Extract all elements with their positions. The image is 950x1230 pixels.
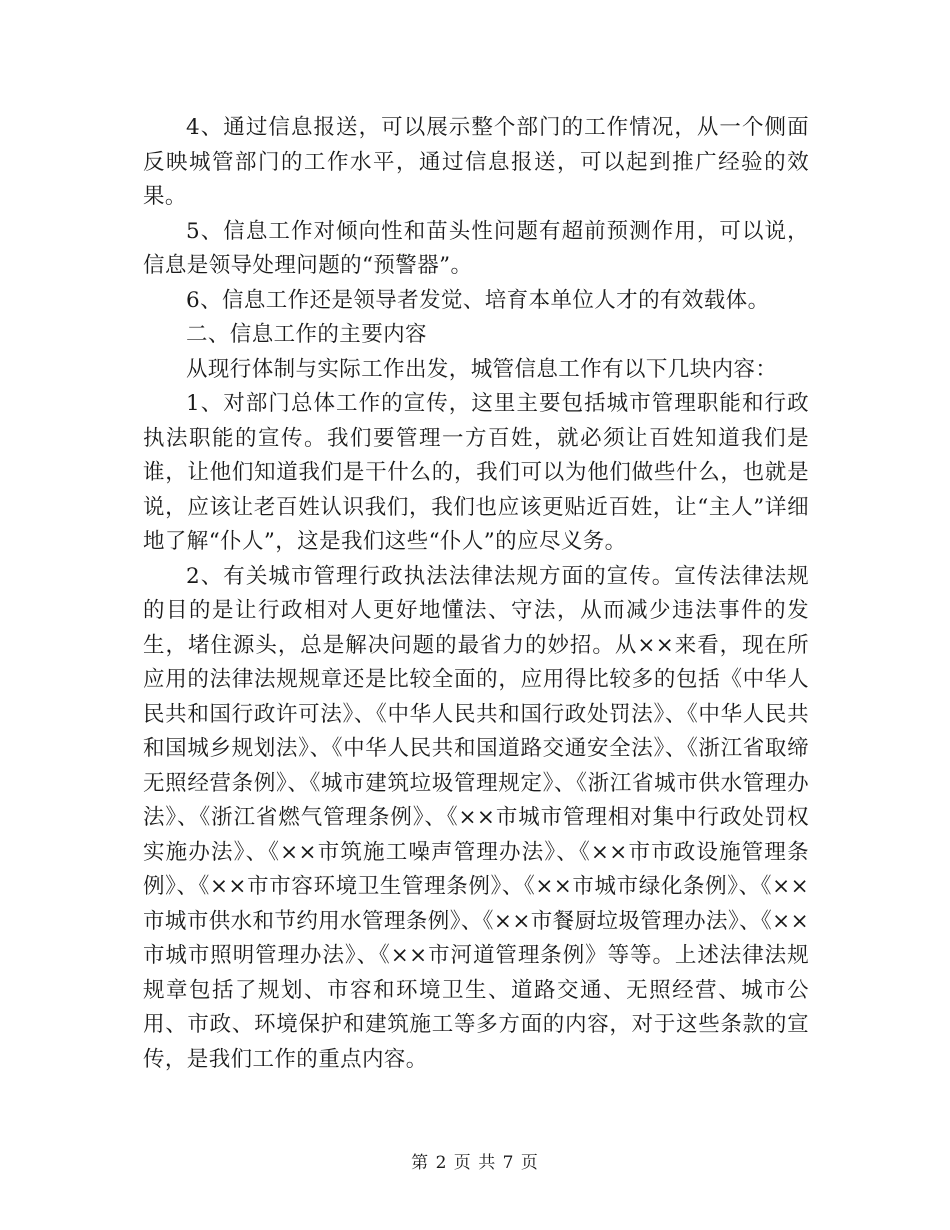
paragraph-item-4: 4、通过信息报送，可以展示整个部门的工作情况，从一个侧面反映城管部门的工作水平，通过信息报送，可以起到推广经验的效果。 — [143, 115, 809, 209]
paragraph-content-1: 1、对部门总体工作的宣传，这里主要包括城市管理职能和行政执法职能的宣传。我们要管理一方百姓，就必须让百姓知道我们是谁，让他们知道我们是干什么的，我们可以为他们做些什么，也就是说，应该让老百姓认识我们，我们也应该更贴近百姓，让“主人”详细地了解“仆人”，这是我们这些“仆人”的应尽义务。 — [143, 391, 809, 554]
section-heading: 二、信息工作的主要内容 — [186, 322, 427, 347]
paragraph-item-5: 5、信息工作对倾向性和苗头性问题有超前预测作用，可以说，信息是领导处理问题的“预警器”。 — [143, 218, 809, 278]
paragraph-content-2: 2、有关城市管理行政执法法律法规方面的宣传。宣传法律法规的目的是让行政相对人更好地懂法、守法，从而减少违法事件的发生，堵住源头，总是解决问题的最省力的妙招。从××来看，现在所应用的法律法规规章还是比较全面的，应用得比较多的包括《中华人民共和国行政许可法》、《中华人民共和国行政处罚法》、《中华人民共和国城乡规划法》、《中华人民共和国道路交通安全法》、《浙江省取缔无照经营条例》、《城市建筑垃圾管理规定》、《浙江省城市供水管理办法》、《浙江省燃气管理条例》、《××市城市管理相对集中行政处罚权实施办法》、《××市筑施工噪声管理办法》、《××市市政设施管理条例》、《××市市容环境卫生管理条例》、《××市城市绿化条例》、《××市城市供水和节约用水管理条例》、《××市餐厨垃圾管理办法》、《××市城市照明管理办法》、《××市河道管理条例》等等。上述法律法规规章包括了规划、市容和环境卫生、道路交通、无照经营、城市公用、市政、环境保护和建筑施工等多方面的内容，对于这些条款的宣传，是我们工作的重点内容。 — [143, 563, 809, 1072]
paragraph-item-6: 6、信息工作还是领导者发觉、培育本单位人才的有效载体。 — [186, 287, 770, 313]
section-intro: 从现行体制与实际工作出发，城管信息工作有以下几块内容： — [186, 356, 778, 382]
page-footer: 第 2 页 共 7 页 — [411, 1153, 539, 1173]
document-body — [143, 111, 809, 1077]
